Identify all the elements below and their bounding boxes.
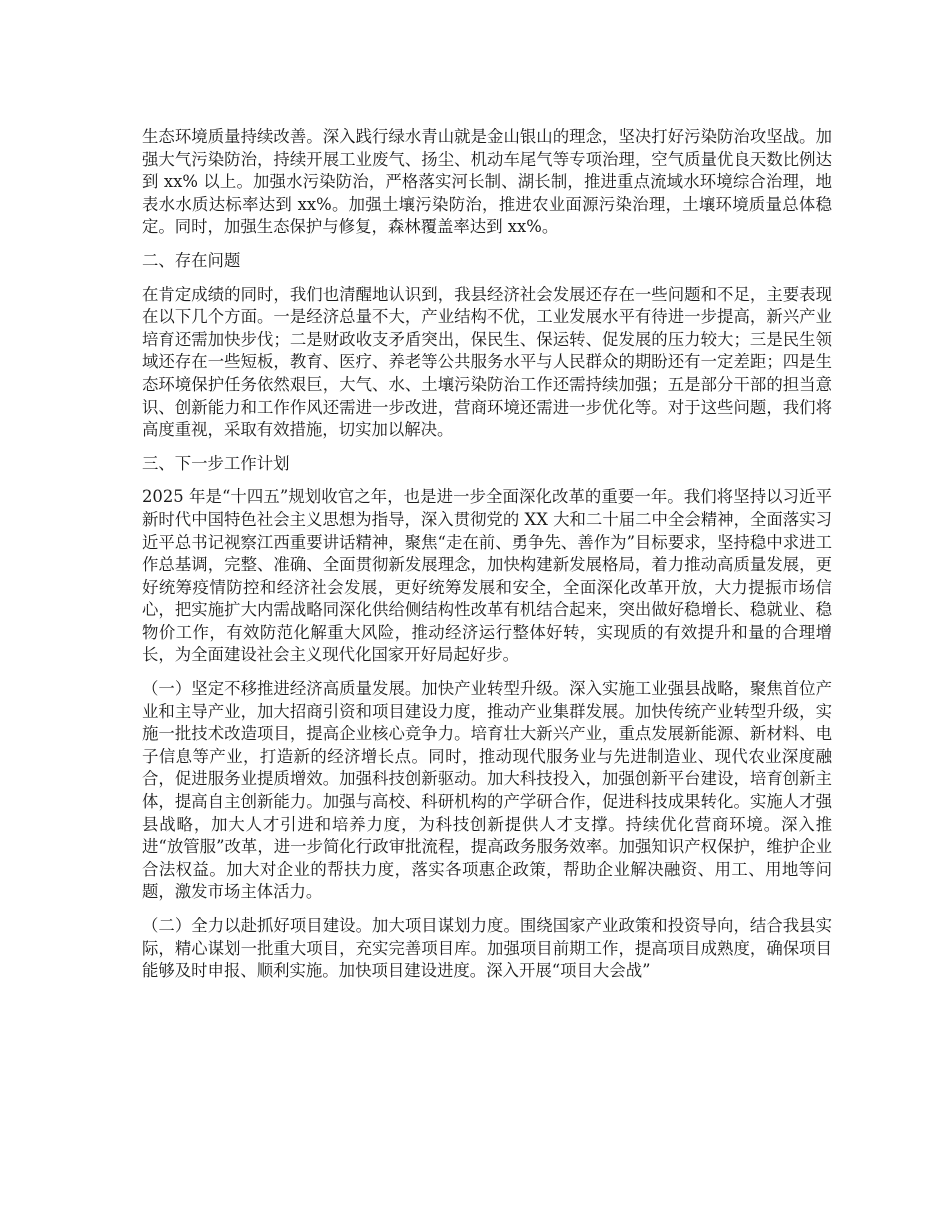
paragraph-problems: 在肯定成绩的同时，我们也清醒地认识到，我县经济社会发展还存在一些问题和不足，主要表现在以下几个方面。一是经济总量不大，产业结构不优，工业发展水平有待进一步提高，新兴产业培育还需加快步伐；二是财政收支矛盾突出，保民生、保运转、促发展的压力较大；三是民生领域还存在一些短板，教育、医疗、养老等公共服务水平与人民群众的期盼还有一定差距；四是生态环境保护任务依然艰巨，大气、水、土壤污染防治工作还需持续加强；五是部分干部的担当意识、创新能力和工作作风还需进一步改进，营商环境还需进一步优化等。对于这些问题，我们将高度重视，采取有效措施，切实加以解决。 bbox=[142, 284, 832, 440]
document-page bbox=[142, 126, 832, 994]
section-heading-problems: 二、存在问题 bbox=[142, 250, 241, 270]
paragraph-plan-intro: 2025 年是“十四五”规划收官之年，也是进一步全面深化改革的重要一年。我们将坚持以习近平新时代中国特色社会主义思想为指导，深入贯彻党的 XX 大和二十届二中全会精神，全面落实习近平总书记视察江西重要讲话精神，聚焦“走在前、勇争先、善作为”目标要求，坚持稳中求进工作总基调，完整、准确、全面贯彻新发展理念，加快构建新发展格局，着力推动高质量发展，更好统筹疫情防控和经济社会发展，更好统筹发展和安全，全面深化改革开放，大力提振市场信心，把实施扩大内需战略同深化供给侧结构性改革有机结合起来，突出做好稳增长、稳就业、稳物价工作，有效防范化解重大风险，推动经济运行整体好转，实现质的有效提升和量的合理增长，为全面建设社会主义现代化国家开好局起好步。 bbox=[142, 487, 832, 665]
paragraph-eco-environment: 生态环境质量持续改善。深入践行绿水青山就是金山银山的理念，坚决打好污染防治攻坚战。加强大气污染防治，持续开展工业废气、扬尘、机动车尾气等专项治理，空气质量优良天数比例达到 xx% 以上。加强水污染防治，严格落实河长制、湖长制，推进重点流域水环境综合治理，地表水水质达标率达到 xx%。加强土壤污染防治，推进农业面源污染治理，土壤环境质量总体稳定。同时，加强生态保护与修复，森林覆盖率达到 xx%。 bbox=[142, 127, 832, 237]
section-heading-next-plan: 三、下一步工作计划 bbox=[142, 453, 290, 473]
paragraph-plan-item-2: （二）全力以赴抓好项目建设。加大项目谋划力度。围绕国家产业政策和投资导向，结合我县实际，精心谋划一批重大项目，充实完善项目库。加强项目前期工作，提高项目成熟度，确保项目能够及时申报、顺利实施。加快项目建设进度。深入开展“项目大会战” bbox=[142, 916, 832, 981]
paragraph-plan-item-1: （一）坚定不移推进经济高质量发展。加快产业转型升级。深入实施工业强县战略，聚焦首位产业和主导产业，加大招商引资和项目建设力度，推动产业集群发展。加快传统产业转型升级，实施一批技术改造项目，提高企业核心竞争力。培育壮大新兴产业，重点发展新能源、新材料、电子信息等产业，打造新的经济增长点。同时，推动现代服务业与先进制造业、现代农业深度融合，促进服务业提质增效。加强科技创新驱动。加大科技投入，加强创新平台建设，培育创新主体，提高自主创新能力。加强与高校、科研机构的产学研合作，促进科技成果转化。实施人才强县战略，加大人才引进和培养力度，为科技创新提供人才支撑。持续优化营商环境。深入推进“放管服”改革，进一步简化行政审批流程，提高政务服务效率。加强知识产权保护，维护企业合法权益。加大对企业的帮扶力度，落实各项惠企政策，帮助企业解决融资、用工、用地等问题，激发市场主体活力。 bbox=[142, 679, 832, 902]
